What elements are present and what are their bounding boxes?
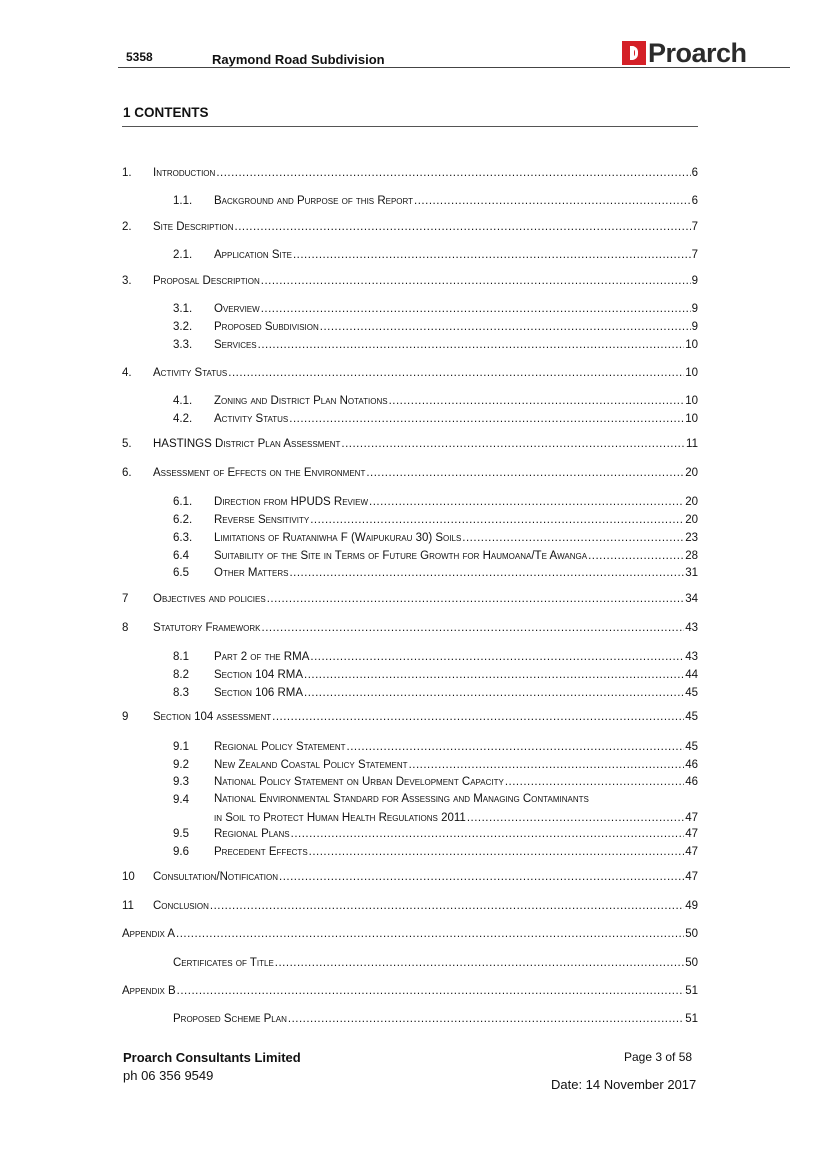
toc-entry[interactable] <box>122 274 698 288</box>
toc-entry-label: Suitability of the Site in Terms of Future Growth for Haumoana/Te Awanga <box>214 550 588 562</box>
toc-entry[interactable] <box>173 248 698 262</box>
toc-leader-dots <box>272 710 684 724</box>
toc-entry-page: 49 <box>685 900 698 912</box>
toc-entry[interactable] <box>173 775 698 789</box>
toc-entry-number: 1. <box>122 167 132 179</box>
footer-company: Proarch Consultants Limited <box>123 1050 301 1065</box>
toc-entry[interactable] <box>173 394 698 408</box>
toc-entry-page: 43 <box>685 651 698 663</box>
toc-leader-dots <box>293 248 691 262</box>
toc-entry[interactable] <box>122 437 698 451</box>
toc-entry-page: 51 <box>685 1013 698 1025</box>
toc-entry[interactable] <box>173 338 698 352</box>
toc-entry-page: 31 <box>685 567 698 579</box>
toc-entry[interactable] <box>122 592 698 606</box>
toc-leader-dots <box>505 775 684 789</box>
toc-entry-page: 46 <box>685 776 698 788</box>
toc-entry[interactable] <box>173 1012 698 1026</box>
toc-entry-label: Background and Purpose of this Report <box>214 195 414 207</box>
footer-date: Date: 14 November 2017 <box>551 1077 697 1092</box>
toc-leader-dots <box>261 274 691 288</box>
toc-entry-number: 9.6 <box>173 846 189 858</box>
toc-entry-number: 11 <box>122 900 134 912</box>
toc-entry-number: 9.4 <box>173 794 189 806</box>
toc-entry-page: 9 <box>691 303 698 315</box>
toc-entry-label: National Policy Statement on Urban Development Capacity <box>214 776 504 788</box>
proarch-logo-mark-icon <box>622 41 646 65</box>
toc-entry-number: 9 <box>122 711 129 723</box>
header-doc-title: Raymond Road Subdivision <box>212 52 385 67</box>
toc-entry[interactable] <box>173 531 698 545</box>
toc-entry-page: 7 <box>691 221 698 233</box>
toc-entry-number: 8.2 <box>173 669 189 681</box>
header-doc-number: 5358 <box>126 50 153 64</box>
toc-leader-dots <box>228 366 684 380</box>
toc-entry-number: 6.3. <box>173 532 193 544</box>
toc-entry-label: Regional Policy Statement <box>214 741 346 753</box>
toc-leader-dots <box>288 1012 684 1026</box>
toc-leader-dots <box>262 621 685 635</box>
toc-entry[interactable] <box>173 740 698 754</box>
toc-entry-label: Section 106 RMA <box>214 687 304 699</box>
toc-entry-label: New Zealand Coastal Policy Statement <box>214 759 408 771</box>
toc-entry-page: 10 <box>685 339 698 351</box>
toc-entry-number: 9.2 <box>173 759 189 771</box>
toc-entry-number: 8.3 <box>173 687 189 699</box>
toc-entry-page: 47 <box>685 846 698 858</box>
toc-entry[interactable] <box>173 513 698 527</box>
toc-entry-number: 1.1. <box>173 195 193 207</box>
toc-entry-page: 47 <box>685 812 698 824</box>
toc-entry-label: Other Matters <box>214 567 289 579</box>
toc-leader-dots <box>258 338 685 352</box>
toc-entry[interactable] <box>122 166 698 180</box>
toc-entry-label: Activity Status <box>214 413 289 425</box>
toc-entry-label: Appendix A <box>122 928 176 940</box>
toc-entry-number: 9.5 <box>173 828 189 840</box>
toc-entry-number: 3.3. <box>173 339 193 351</box>
toc-entry-page: 50 <box>685 957 698 969</box>
toc-entry[interactable] <box>173 320 698 334</box>
toc-entry[interactable] <box>122 466 698 480</box>
toc-entry-number: 9.1 <box>173 741 189 753</box>
contents-title: 1 CONTENTS <box>123 105 209 120</box>
toc-entry-page: 23 <box>685 532 698 544</box>
toc-entry-label: Zoning and District Plan Notations <box>214 395 388 407</box>
toc-leader-dots <box>588 549 684 563</box>
toc-entry[interactable] <box>173 827 698 841</box>
toc-leader-dots <box>289 412 684 426</box>
toc-entry-page: 7 <box>691 249 698 261</box>
toc-entry-page: 10 <box>685 395 698 407</box>
toc-leader-dots <box>347 740 685 754</box>
toc-entry-number: 8.1 <box>173 651 189 663</box>
toc-entry-page: 6 <box>691 195 698 207</box>
toc-entry-page: 45 <box>685 687 698 699</box>
toc-entry-label: Objectives and policies <box>153 593 266 605</box>
toc-entry-number: 2. <box>122 221 132 233</box>
toc-leader-dots <box>267 592 685 606</box>
toc-entry-number: 2.1. <box>173 249 193 261</box>
toc-leader-dots <box>304 686 684 700</box>
toc-entry-page: 46 <box>685 759 698 771</box>
toc-entry-label: Section 104 assessment <box>153 711 272 723</box>
toc-entry-label: Limitations of Ruataniwha F (Waipukurau 30) Soils <box>214 532 462 544</box>
toc-entry-label: Overview <box>214 303 260 315</box>
toc-entry[interactable] <box>122 899 698 913</box>
toc-entry-label: Statutory Framework <box>153 622 261 634</box>
toc-entry-label: Proposed Scheme Plan <box>173 1013 287 1025</box>
toc-entry-label: Services <box>214 339 257 351</box>
toc-entry-number: 3. <box>122 275 132 287</box>
toc-entry-page: 20 <box>685 467 698 479</box>
toc-leader-dots <box>210 899 684 913</box>
toc-entry-page: 9 <box>691 275 698 287</box>
toc-entry-number: 6.1. <box>173 496 193 508</box>
toc-entry-label: Site Description <box>153 221 234 233</box>
toc-entry-page: 45 <box>685 741 698 753</box>
toc-entry-number: 7 <box>122 593 129 605</box>
toc-entry-number: 6.4 <box>173 550 189 562</box>
toc-leader-dots <box>279 870 684 884</box>
footer-page-number: Page 3 of 58 <box>624 1050 693 1064</box>
toc-entry-page: 11 <box>686 438 698 450</box>
toc-entry-page: 43 <box>685 622 698 634</box>
toc-leader-dots <box>462 531 684 545</box>
toc-leader-dots <box>366 466 684 480</box>
toc-entry[interactable] <box>122 710 698 724</box>
toc-leader-dots <box>176 927 684 941</box>
toc-entry-page: 20 <box>685 496 698 508</box>
toc-leader-dots <box>341 437 685 451</box>
toc-entry-label: Reverse Sensitivity <box>214 514 310 526</box>
toc-entry-page: 51 <box>685 985 698 997</box>
toc-entry-label: Conclusion <box>153 900 209 912</box>
toc-leader-dots <box>369 495 684 509</box>
toc-leader-dots <box>291 827 685 841</box>
toc-entry-label: Consultation/Notification <box>153 871 278 883</box>
footer-phone: ph 06 356 9549 <box>123 1068 214 1083</box>
toc-entry-number: 3.2. <box>173 321 193 333</box>
toc-entry-number: 5. <box>122 438 132 450</box>
toc-leader-dots <box>177 984 685 998</box>
toc-entry-page: 9 <box>691 321 698 333</box>
toc-entry-label: Application Site <box>214 249 292 261</box>
toc-entry-label: Activity Status <box>153 367 228 379</box>
toc-entry-page: 44 <box>685 669 698 681</box>
toc-entry[interactable] <box>173 956 698 970</box>
toc-entry[interactable] <box>173 194 698 208</box>
toc-entry-label: Section 104 RMA <box>214 669 304 681</box>
toc-entry[interactable] <box>173 302 698 316</box>
toc-leader-dots <box>310 650 684 664</box>
toc-entry-page: 47 <box>685 828 698 840</box>
toc-entry-page: 34 <box>685 593 698 605</box>
toc-leader-dots <box>275 956 684 970</box>
toc-leader-dots <box>409 758 685 772</box>
toc-leader-dots <box>320 320 691 334</box>
toc-entry-number: 9.3 <box>173 776 189 788</box>
toc-entry[interactable] <box>122 220 698 234</box>
toc-entry-label: Certificates of Title <box>173 957 274 969</box>
contents-rule <box>122 126 698 127</box>
toc-entry-number: 6.5 <box>173 567 189 579</box>
toc-entry-page: 10 <box>685 413 698 425</box>
toc-entry-number: 6. <box>122 467 132 479</box>
toc-leader-dots <box>309 845 685 859</box>
toc-entry[interactable] <box>122 927 698 941</box>
toc-entry-page: 47 <box>685 871 698 883</box>
toc-entry[interactable] <box>173 412 698 426</box>
toc-entry[interactable] <box>173 495 698 509</box>
toc-leader-dots <box>216 166 690 180</box>
toc-entry-label: HASTINGS District Plan Assessment <box>153 438 341 450</box>
proarch-logo <box>622 40 747 66</box>
toc-leader-dots <box>235 220 691 234</box>
toc-entry-label-continued: in Soil to Protect Human Health Regulations 2011 <box>214 812 466 824</box>
toc-entry-number: 4.1. <box>173 395 193 407</box>
toc-entry-label: Assessment of Effects on the Environment <box>153 467 366 479</box>
toc-leader-dots <box>310 513 684 527</box>
toc-entry[interactable] <box>173 566 698 580</box>
toc-entry-label: Proposal Description <box>153 275 260 287</box>
toc-entry[interactable] <box>173 549 698 563</box>
toc-entry-label: National Environmental Standard for Assessing and Managing Contaminants <box>214 793 589 805</box>
toc-entry-number: 4.2. <box>173 413 193 425</box>
toc-entry-label: Precedent Effects <box>214 846 308 858</box>
toc-entry[interactable] <box>173 668 698 682</box>
toc-entry[interactable] <box>122 621 698 635</box>
toc-entry-page: 28 <box>685 550 698 562</box>
toc-entry-number: 10 <box>122 871 135 883</box>
toc-leader-dots <box>261 302 691 316</box>
toc-entry-label: Introduction <box>153 167 216 179</box>
toc-leader-dots <box>389 394 685 408</box>
proarch-logo-text: Proarch <box>648 38 747 68</box>
toc-entry-page: 50 <box>685 928 698 940</box>
toc-entry-number: 6.2. <box>173 514 193 526</box>
toc-entry[interactable] <box>173 650 698 664</box>
toc-leader-dots <box>289 566 684 580</box>
toc-entry[interactable] <box>173 686 698 700</box>
toc-entry-page: 6 <box>691 167 698 179</box>
toc-entry-label: Regional Plans <box>214 828 290 840</box>
toc-leader-dots <box>414 194 691 208</box>
toc-entry-page: 10 <box>685 367 698 379</box>
toc-entry-label: Part 2 of the RMA <box>214 651 310 663</box>
toc-entry-label: Appendix B <box>122 985 176 997</box>
toc-entry-page: 20 <box>685 514 698 526</box>
toc-entry[interactable] <box>173 845 698 859</box>
toc-entry[interactable] <box>122 984 698 998</box>
toc-entry[interactable] <box>122 366 698 380</box>
toc-entry[interactable] <box>173 758 698 772</box>
toc-entry-number: 3.1. <box>173 303 193 315</box>
toc-entry-label: Direction from HPUDS Review <box>214 496 369 508</box>
toc-entry-number: 8 <box>122 622 129 634</box>
toc-entry[interactable] <box>122 870 698 884</box>
toc-entry-number: 4. <box>122 367 132 379</box>
toc-entry-label: Proposed Subdivision <box>214 321 319 333</box>
toc-entry-page: 45 <box>685 711 698 723</box>
toc-leader-dots <box>304 668 684 682</box>
toc-leader-dots <box>467 811 684 825</box>
